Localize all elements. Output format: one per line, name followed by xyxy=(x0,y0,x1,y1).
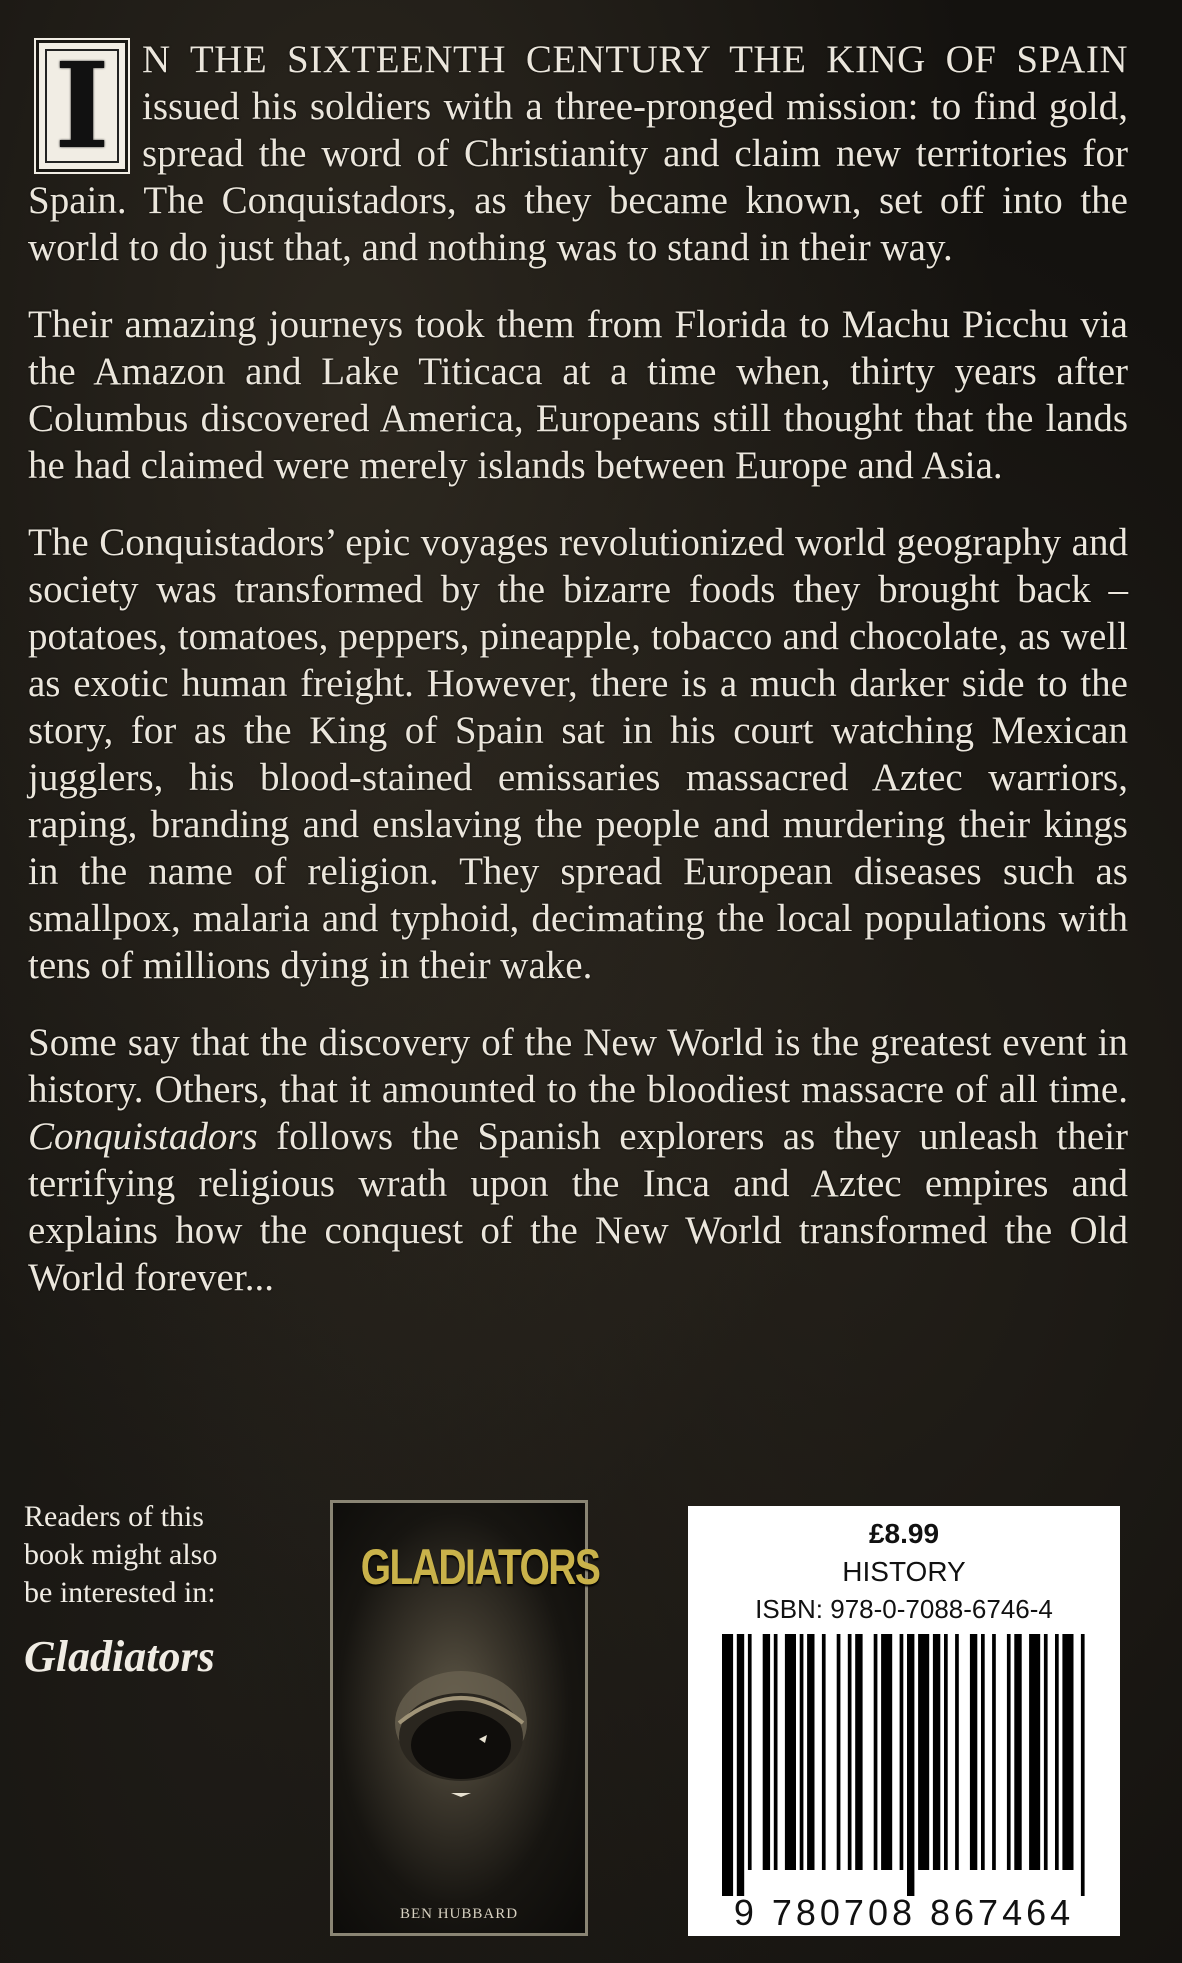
barcode-bar xyxy=(881,1634,892,1870)
isbn: ISBN: 978-0-7088-6746-4 xyxy=(755,1594,1053,1624)
helmet-icon xyxy=(381,1653,541,1803)
barcode-bar xyxy=(1014,1634,1021,1870)
barcode-bar xyxy=(807,1634,814,1870)
barcode-bar xyxy=(722,1634,733,1896)
readers-line-2: book might also xyxy=(24,1538,218,1571)
barcode-bar xyxy=(955,1634,959,1870)
barcode-bar xyxy=(800,1634,804,1870)
barcode-bar xyxy=(763,1634,770,1870)
barcode-bar xyxy=(855,1634,862,1870)
barcode-bar xyxy=(1029,1634,1040,1870)
mini-cover-author: BEN HUBBARD xyxy=(399,1906,519,1922)
barcode-bar xyxy=(992,1634,996,1870)
barcode-bar xyxy=(774,1634,778,1870)
barcode-bars xyxy=(722,1634,1092,1896)
barcode-bar xyxy=(737,1634,744,1896)
barcode-digits: 9 780708 867464 xyxy=(733,1892,1075,1933)
blurb-paragraph-3: The Conquistadors’ epic voyages revolutionized world geography and society was transformed by the bizarre foods they brought back – potatoes, tomatoes, peppers, pineapple, tobacco and chocolate, as well as exotic human freight. However, there is a much darker side to the story, for as the King of Spain sat in his court watching Mexican jugglers, his blood-stained emissaries massacred Aztec warriors, raping, branding and enslaving the people and murdering their kings in the name of religion. They spread European diseases such as smallpox, malaria and typhoid, decimating the local populations with tens of millions dying in their wake. xyxy=(28,521,1128,987)
book-title-italic: Conquistadors xyxy=(28,1115,258,1158)
paragraph-1-text: issued his soldiers with a three-pronged mission: to find gold, spread the word of Christianity and claim new territories for Spain. The Conquistadors, as they became known, set off into the world to do just that, and nothing was to stand in their way. xyxy=(28,85,1128,269)
readers-line-3: be interested in: xyxy=(24,1576,216,1609)
category: HISTORY xyxy=(842,1556,966,1587)
barcode-bar xyxy=(944,1634,948,1870)
paragraph-4-text-a: Some say that the discovery of the New World is the greatest event in history. Others, that it amounted to the bloodiest massacre of all time. xyxy=(28,1021,1128,1111)
barcode-bar xyxy=(748,1634,752,1870)
related-book-title: Gladiators xyxy=(24,1632,215,1681)
price: £8.99 xyxy=(868,1518,940,1549)
blurb xyxy=(28,36,1128,1331)
barcode-bar xyxy=(874,1634,878,1870)
barcode-bar xyxy=(970,1634,977,1870)
barcode-bar xyxy=(1081,1634,1085,1896)
blurb-paragraph-2: Their amazing journeys took them from Florida to Machu Picchu via the Amazon and Lake Titicaca at a time when, thirty years after Columbus discovered America, Europeans still thought that the lands he had claimed were merely islands between Europe and Asia. xyxy=(28,303,1128,487)
drop-cap: I xyxy=(36,40,128,172)
blurb-paragraph-1 xyxy=(28,36,1128,271)
barcode-bar xyxy=(837,1634,841,1870)
barcode-bar xyxy=(848,1634,852,1870)
barcode-bar xyxy=(822,1634,826,1870)
related-book-cover xyxy=(330,1500,600,1936)
barcode-bar xyxy=(785,1634,796,1870)
barcode-bar xyxy=(981,1634,985,1870)
mini-cover-title: GLADIATORS xyxy=(360,1539,600,1595)
barcode-bar xyxy=(907,1634,914,1896)
barcode-label xyxy=(688,1506,1120,1936)
barcode-bar xyxy=(933,1634,940,1870)
barcode-bar xyxy=(1007,1634,1011,1870)
readers-line-1: Readers of this xyxy=(24,1500,204,1533)
blurb-paragraph-4 xyxy=(28,1019,1128,1301)
barcode-bar xyxy=(1062,1634,1073,1870)
paragraph-4-text-b: follows the Spanish explorers as they unleash their terrifying religious wrath upon the Inca and Aztec empires and explains how the conquest of the New World transformed the Old World forever... xyxy=(28,1115,1129,1299)
related-books xyxy=(24,1498,324,1681)
barcode-bar xyxy=(900,1634,904,1870)
barcode-bar xyxy=(918,1634,929,1870)
barcode-bar xyxy=(1055,1634,1059,1870)
barcode-bar xyxy=(1044,1634,1048,1870)
opening-caps: N THE SIXTEENTH CENTURY THE KING OF SPAIN xyxy=(142,38,1128,81)
